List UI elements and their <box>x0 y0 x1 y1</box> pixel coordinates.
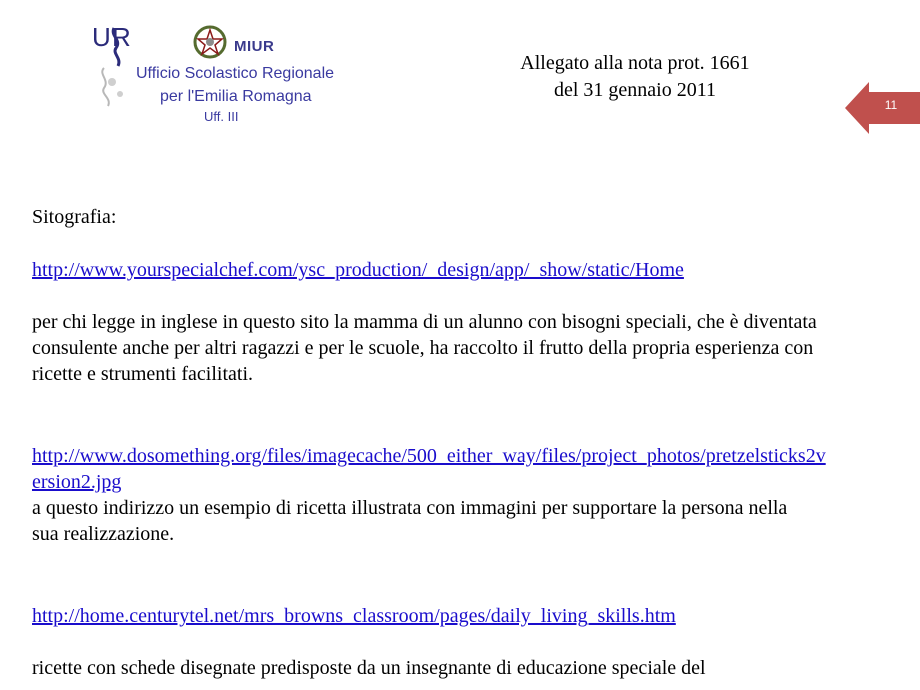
link-centurytel[interactable]: http://home.centurytel.net/mrs_browns_classroom/pages/daily_living_skills.htm <box>32 605 676 627</box>
svg-text:U: U <box>92 22 111 52</box>
svg-text:R: R <box>112 22 131 52</box>
link-dosomething[interactable]: http://www.dosomething.org/files/imagecache/500_either_way/files/project_photos/pretzelsticks2version2.jpg <box>32 445 826 493</box>
sitography-content <box>32 204 852 681</box>
ufficio-scolastico-logo <box>88 18 388 130</box>
office-name-line2: per l'Emilia Romagna <box>160 88 312 105</box>
miur-label: MIUR <box>234 38 275 55</box>
protocol-note-line2: del 31 gennaio 2011 <box>553 79 716 101</box>
page-number: 11 <box>884 98 898 112</box>
link-yourspecialchef[interactable]: http://www.yourspecialchef.com/ysc_production/_design/app/_show/static/Home <box>32 259 684 281</box>
description-dosomething: a questo indirizzo un esempio di ricetta illustrata con immagini per supportare la persona nella sua realizzazione. <box>32 497 788 545</box>
page-number-marker <box>845 82 920 134</box>
description-centurytel: ricette con schede disegnate predisposte da un insegnante di educazione speciale del <box>32 657 706 679</box>
section-heading: Sitografia: <box>32 206 117 228</box>
office-name-line1: Ufficio Scolastico Regionale <box>136 65 335 82</box>
protocol-note-line1: Allegato alla nota prot. 1661 <box>520 52 750 74</box>
italian-republic-emblem-icon <box>192 24 228 60</box>
office-name-line3: Uff. III <box>204 109 239 124</box>
description-yourspecialchef: per chi legge in inglese in questo sito la mamma di un alunno con bisogni speciali, che è diventata consulente anche per altri ragazzi e per le scuole, ha raccolto il frutto della propria esperienza con ricette e strumenti facilitati. <box>32 311 817 385</box>
protocol-note <box>470 50 800 104</box>
